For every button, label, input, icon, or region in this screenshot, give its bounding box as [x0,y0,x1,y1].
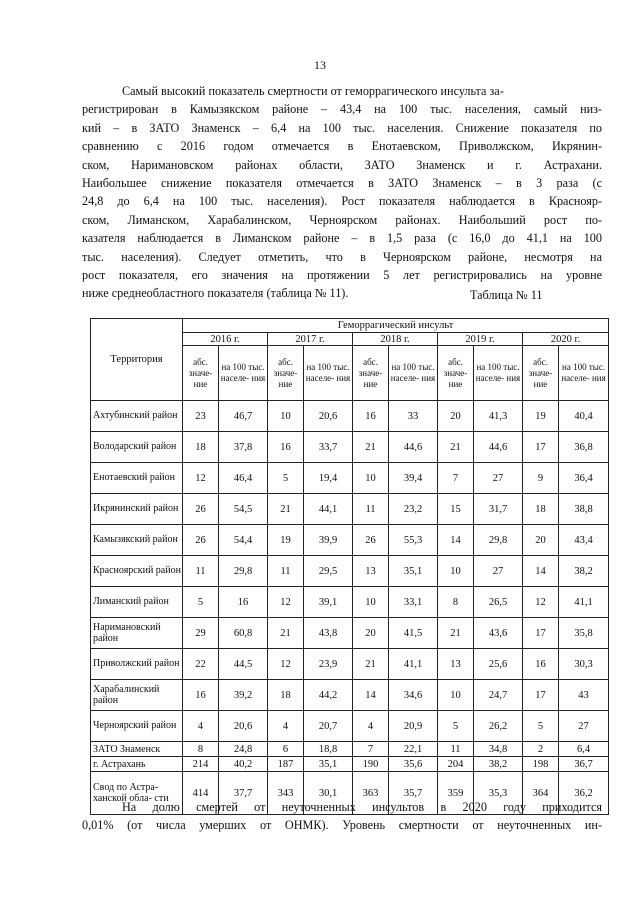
rate-value-cell: 46,7 [219,401,268,432]
abs-value-header: абс. значе- ние [183,346,219,401]
territory-name: Камызякский район [91,525,183,556]
year-header: 2018 г. [353,333,438,346]
abs-value-header: абс. значе- ние [353,346,389,401]
abs-value-cell: 7 [353,742,389,757]
rate-value-cell: 24,8 [219,742,268,757]
table-row [91,711,609,742]
abs-value-cell: 14 [353,680,389,711]
abs-value-cell: 5 [183,587,219,618]
territory-name: Володарский район [91,432,183,463]
rate-value-cell: 33 [389,401,438,432]
abs-value-cell: 8 [183,742,219,757]
data-table [90,318,609,815]
abs-value-cell: 6 [268,742,304,757]
abs-value-cell: 4 [183,711,219,742]
rate-value-cell: 23,2 [389,494,438,525]
rate-value-cell: 29,8 [219,556,268,587]
rate-value-cell: 37,8 [219,432,268,463]
rate-value-cell: 41,3 [474,401,523,432]
rate-value-cell: 44,2 [304,680,353,711]
paragraph-1-line: тыс. населения). Следует отметить, что в Черноярском районе, несмотря на [82,249,602,264]
abs-value-cell: 21 [438,618,474,649]
rate-value-cell: 27 [559,711,609,742]
rate-value-cell: 44,1 [304,494,353,525]
rate-value-cell: 35,6 [389,757,438,772]
rate-value-cell: 39,1 [304,587,353,618]
abs-value-cell: 5 [523,711,559,742]
abs-value-header: абс. значе- ние [438,346,474,401]
rate-value-cell: 20,7 [304,711,353,742]
abs-value-cell: 17 [523,432,559,463]
paragraph-2-line: На долю смертей от неуточненных инсультов в 2020 году приходится [122,800,602,814]
rate-value-cell: 16 [219,587,268,618]
rate-value-cell: 39,4 [389,463,438,494]
rate-value-cell: 40,2 [219,757,268,772]
paragraph-1-line: ском, Наримановском районах области, ЗАТО Знаменск и г. Астрахани. [82,157,602,172]
rate-value-cell: 36,2 [559,772,609,815]
rate-value-cell: 26,2 [474,711,523,742]
rate-value-cell: 44,6 [474,432,523,463]
table-row [91,757,609,772]
rate-value-cell: 46,4 [219,463,268,494]
abs-value-cell: 343 [268,772,304,815]
abs-value-header: абс. значе- ние [523,346,559,401]
abs-value-cell: 21 [268,494,304,525]
abs-value-cell: 22 [183,649,219,680]
abs-value-cell: 10 [353,587,389,618]
abs-value-cell: 17 [523,680,559,711]
rate-value-cell: 20,9 [389,711,438,742]
table-row [91,618,609,649]
rate-value-cell: 27 [474,556,523,587]
abs-value-cell: 5 [438,711,474,742]
paragraph-1-line: ском, Лиманском, Харабалинском, Черноярском районах. Наибольший рост по- [82,212,602,227]
table-row [91,525,609,556]
rate-per-100k-header: на 100 тыс. населе- ния [474,346,523,401]
rate-value-cell: 35,8 [559,618,609,649]
abs-value-cell: 11 [268,556,304,587]
rate-value-cell: 33,1 [389,587,438,618]
rate-value-cell: 26,5 [474,587,523,618]
paragraph-1-line: сравнению с 2016 годом отмечается в Енотаевском, Приволжском, Икрянин- [82,139,602,154]
year-header: 2016 г. [183,333,268,346]
rate-value-cell: 43,6 [474,618,523,649]
year-header: 2020 г. [523,333,609,346]
paragraph-1 [82,82,602,303]
rate-value-cell: 38,2 [474,757,523,772]
rate-value-cell: 54,5 [219,494,268,525]
table-row [91,432,609,463]
rate-value-cell: 38,2 [559,556,609,587]
abs-value-cell: 7 [438,463,474,494]
table-row [91,587,609,618]
rate-value-cell: 31,7 [474,494,523,525]
territory-name: Черноярский район [91,711,183,742]
rate-value-cell: 36,7 [559,757,609,772]
abs-value-cell: 4 [353,711,389,742]
rate-value-cell: 43,4 [559,525,609,556]
paragraph-2 [82,798,602,835]
abs-value-cell: 190 [353,757,389,772]
rate-value-cell: 39,9 [304,525,353,556]
abs-value-cell: 11 [438,742,474,757]
rate-value-cell: 44,5 [219,649,268,680]
abs-value-cell: 198 [523,757,559,772]
rate-value-cell: 29,5 [304,556,353,587]
abs-value-cell: 11 [183,556,219,587]
rate-value-cell: 36,8 [559,432,609,463]
rate-per-100k-header: на 100 тыс. населе- ния [559,346,609,401]
abs-value-cell: 19 [268,525,304,556]
rate-value-cell: 18,8 [304,742,353,757]
abs-value-cell: 214 [183,757,219,772]
rate-value-cell: 19,4 [304,463,353,494]
abs-value-cell: 20 [438,401,474,432]
paragraph-1-line: рост показателя, его значения на протяжении 5 лет регистрировались на уровне [82,268,602,283]
rate-value-cell: 55,3 [389,525,438,556]
rate-value-cell: 35,3 [474,772,523,815]
abs-value-cell: 14 [523,556,559,587]
abs-value-cell: 414 [183,772,219,815]
territory-name: Лиманский район [91,587,183,618]
territory-name: Наримановский район [91,618,183,649]
group-header: Геморрагический инсульт [183,319,609,333]
abs-value-cell: 10 [438,680,474,711]
table-row [91,401,609,432]
territory-name: ЗАТО Знаменск [91,742,183,757]
rate-value-cell: 6,4 [559,742,609,757]
abs-value-cell: 19 [523,401,559,432]
abs-value-cell: 26 [353,525,389,556]
abs-value-cell: 16 [268,432,304,463]
rate-value-cell: 41,5 [389,618,438,649]
abs-value-header: абс. значе- ние [268,346,304,401]
rate-value-cell: 41,1 [559,587,609,618]
territory-name: Ахтубинский район [91,401,183,432]
abs-value-cell: 8 [438,587,474,618]
territory-name: Приволжский район [91,649,183,680]
abs-value-cell: 204 [438,757,474,772]
rate-value-cell: 39,2 [219,680,268,711]
abs-value-cell: 13 [353,556,389,587]
abs-value-cell: 29 [183,618,219,649]
table-caption: Таблица № 11 [470,288,543,302]
abs-value-cell: 359 [438,772,474,815]
rate-value-cell: 30,3 [559,649,609,680]
rate-value-cell: 60,8 [219,618,268,649]
page-number: 13 [314,58,326,72]
rate-value-cell: 54,4 [219,525,268,556]
paragraph-1-line: 24,8 до 6,4 на 100 тыс. населения). Рост показателя наблюдается в Краснояр- [82,194,602,209]
paragraph-1-line: ниже среднеобластного показателя (таблица № 11). [82,286,349,301]
rate-value-cell: 44,6 [389,432,438,463]
rate-value-cell: 40,4 [559,401,609,432]
abs-value-cell: 5 [268,463,304,494]
rate-value-cell: 20,6 [219,711,268,742]
abs-value-cell: 16 [523,649,559,680]
abs-value-cell: 364 [523,772,559,815]
abs-value-cell: 18 [183,432,219,463]
abs-value-cell: 187 [268,757,304,772]
abs-value-cell: 21 [438,432,474,463]
rate-value-cell: 34,8 [474,742,523,757]
abs-value-cell: 4 [268,711,304,742]
abs-value-cell: 20 [523,525,559,556]
abs-value-cell: 18 [523,494,559,525]
territory-header: Территория [91,319,183,401]
rate-value-cell: 25,6 [474,649,523,680]
abs-value-cell: 12 [268,587,304,618]
paragraph-1-line: Наибольшее снижение показателя отмечается в ЗАТО Знаменск – в 3 раза (с [82,176,602,191]
abs-value-cell: 18 [268,680,304,711]
abs-value-cell: 12 [523,587,559,618]
rate-value-cell: 22,1 [389,742,438,757]
abs-value-cell: 15 [438,494,474,525]
rate-value-cell: 41,1 [389,649,438,680]
rate-value-cell: 23,9 [304,649,353,680]
paragraph-1-line: казателя наблюдается в Лиманском районе – в 1,5 раза (с 16,0 до 41,1 на 100 [82,231,602,246]
abs-value-cell: 21 [353,649,389,680]
abs-value-cell: 17 [523,618,559,649]
paragraph-2-line: 0,01% (от числа умерших от ОНМК). Уровень смертности от неуточненных ин- [82,818,602,833]
year-header: 2017 г. [268,333,353,346]
rate-value-cell: 20,6 [304,401,353,432]
paragraph-1-line: кий – в ЗАТО Знаменск – 6,4 на 100 тыс. населения. Снижение показателя по [82,120,602,135]
table-row [91,649,609,680]
abs-value-cell: 16 [183,680,219,711]
abs-value-cell: 26 [183,494,219,525]
table-row [91,556,609,587]
rate-value-cell: 29,8 [474,525,523,556]
rate-value-cell: 37,7 [219,772,268,815]
abs-value-cell: 12 [268,649,304,680]
abs-value-cell: 9 [523,463,559,494]
rate-value-cell: 34,6 [389,680,438,711]
territory-name: Енотаевский район [91,463,183,494]
territory-name: Красноярский район [91,556,183,587]
rate-value-cell: 24,7 [474,680,523,711]
abs-value-cell: 16 [353,401,389,432]
territory-name: Харабалинский район [91,680,183,711]
abs-value-cell: 26 [183,525,219,556]
rate-value-cell: 43,8 [304,618,353,649]
territory-name: Икрянинский район [91,494,183,525]
abs-value-cell: 12 [183,463,219,494]
rate-value-cell: 35,7 [389,772,438,815]
abs-value-cell: 23 [183,401,219,432]
rate-value-cell: 27 [474,463,523,494]
rate-value-cell: 33,7 [304,432,353,463]
table-row [91,680,609,711]
territory-name: г. Астрахань [91,757,183,772]
abs-value-cell: 10 [268,401,304,432]
abs-value-cell: 10 [438,556,474,587]
paragraph-1-line: регистрирован в Камызякском районе – 43,4 на 100 тыс. населения, самый низ- [82,102,602,117]
table-row [91,742,609,757]
rate-value-cell: 35,1 [304,757,353,772]
rate-value-cell: 35,1 [389,556,438,587]
year-header: 2019 г. [438,333,523,346]
territory-name: Свод по Астра- ханской обла- сти [91,772,183,815]
abs-value-cell: 2 [523,742,559,757]
paragraph-1-line: Самый высокий показатель смертности от геморрагического инсульта за- [122,84,504,98]
table-row [91,463,609,494]
rate-per-100k-header: на 100 тыс. населе- ния [304,346,353,401]
abs-value-cell: 11 [353,494,389,525]
abs-value-cell: 10 [353,463,389,494]
table-row [91,494,609,525]
rate-per-100k-header: на 100 тыс. населе- ния [389,346,438,401]
rate-value-cell: 30,1 [304,772,353,815]
abs-value-cell: 20 [353,618,389,649]
rate-value-cell: 36,4 [559,463,609,494]
abs-value-cell: 21 [268,618,304,649]
rate-value-cell: 43 [559,680,609,711]
rate-per-100k-header: на 100 тыс. населе- ния [219,346,268,401]
rate-value-cell: 38,8 [559,494,609,525]
abs-value-cell: 363 [353,772,389,815]
abs-value-cell: 14 [438,525,474,556]
abs-value-cell: 13 [438,649,474,680]
abs-value-cell: 21 [353,432,389,463]
